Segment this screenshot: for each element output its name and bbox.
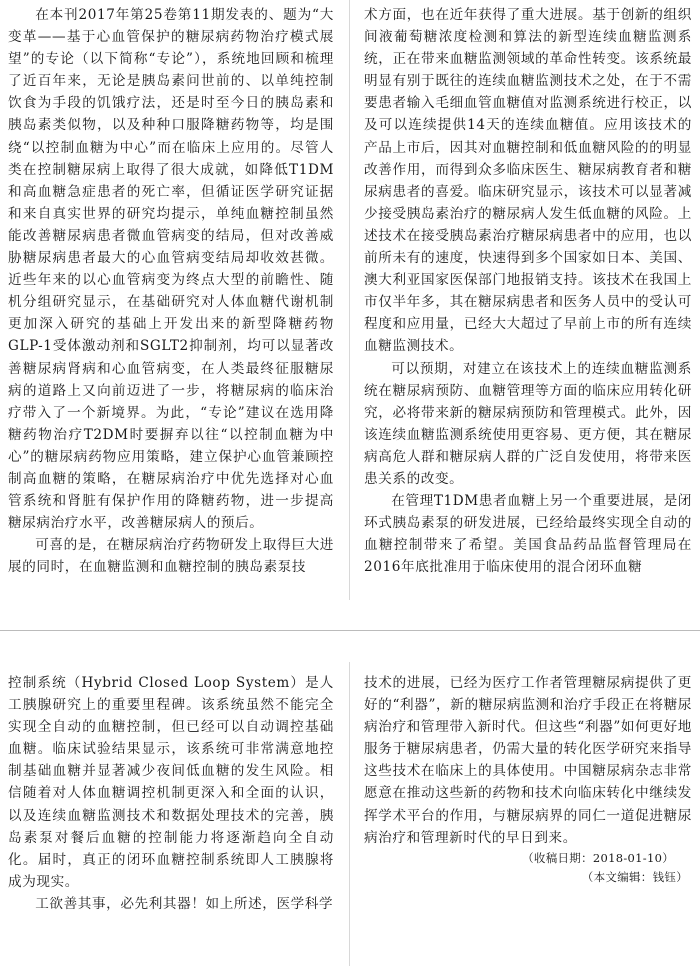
section-divider: [0, 630, 700, 631]
paragraph: 技术的进展，已经为医疗工作者管理糖尿病提供了更好的“利器”，新的糖尿病监测和治疗手段正在将糖尿病治疗和管理带入新时代。但这些“利器”如何更好地服务于糖尿病患者，仍需大量的转化医学研究来指导这些技术在临床上的具体使用。中国糖尿病杂志非常愿意在推动这些新的药物和技术向临床转化中继续发挥学术平台的作用，与糖尿病界的同仁一道促进糖尿病治疗和管理新时代的早日到来。: [364, 675, 692, 846]
column-bottom-left: [8, 672, 334, 915]
editor-credit: （本文编辑：钱钰）: [581, 869, 688, 884]
paragraph: 工欲善其事，必先利其器！如上所述，医学科学: [35, 895, 334, 912]
paragraph: 在本刊2017年第25卷第11期发表的、题为“大变革——基于心血管保护的糖尿病药物治疗模式展望”的专论（以下简称“专论”），系统地回顾和梳理了近百年来，无论是胰岛素问世前的、以单纯控制饮食为手段的饥饿疗法，还是时至今日的胰岛素和胰岛素类似物，以及种种口服降糖药物等，均是围绕“以控制血糖为中心”而在临床上应用的。尽管人类在控制糖尿病上取得了很大成就，如降低T1DM和高血糖急症患者的死亡率，但循证医学研究证据和来自真实世界的研究均提示，单纯血糖控制虽然能改善糖尿病患者微血管病变的结局，但对改善威胁糖尿病患者最大的心血管病变结局却收效甚微。近些年来的以心血管病变为终点大型的前瞻性、随机分组研究显示，在基础研究对人体血糖代谢机制更加深入研究的基础上开发出来的新型降糖药物GLP-1受体激动剂和SGLT2抑制剂，均可以显著改善糖尿病肾病和心血管病变，在人类最终征服糖尿病的道路上又向前迈进了一步，将糖尿病的临床治疗带入了一个新境界。为此，“专论”建议在选用降糖药物治疗T2DM时要摒弃以往“以控制血糖为中心”的糖尿病药物应用策略，建立保护心血管兼顾控制高血糖的策略，在糖尿病治疗中优先选择对心血管系统和肾脏有保护作用的降糖药物，进一步提高糖尿病治疗水平，改善糖尿病人的预后。: [8, 7, 334, 532]
column-gutter-top: [349, 0, 350, 600]
paragraph: 控制系统（Hybrid Closed Loop System）是人工胰腺研究上的重要里程碑。该系统虽然不能完全实现全自动的血糖控制，但已经可以自动调控基础血糖。临床试验结果显示，该系统可非常满意地控制基础血糖并显著减少夜间低血糖的发生风险。相信随着对人体血糖调控机制更深入和全面的认识，以及连续血糖监测技术和数据处理技术的完善，胰岛素泵对餐后血糖的控制能力将逐渐趋向全自动化。届时，真正的闭环血糖控制系统即人工胰腺将成为现实。: [8, 675, 334, 890]
column-top-left: [8, 4, 334, 578]
paragraph: 在管理T1DM患者血糖上另一个重要进展，是闭环式胰岛素泵的研发进展，已经给最终实现全自动的血糖控制带来了希望。美国食品药品监督管理局在2016年底批准用于临床使用的混合闭环血糖: [364, 493, 692, 576]
paragraph: 可以预期，对建立在该技术上的连续血糖监测系统在糖尿病预防、血糖管理等方面的临床应用转化研究，必将带来新的糖尿病预防和管理模式。此外，因该连续血糖监测系统使用更容易、更方便，其在糖尿病高危人群和糖尿病人群的广泛自发使用，将带来医患关系的改变。: [364, 360, 692, 487]
column-bottom-right: [364, 672, 692, 887]
column-gutter-bottom: [349, 662, 350, 966]
paragraph: 可喜的是，在糖尿病治疗药物研发上取得巨大进展的同时，在血糖监测和血糖控制的胰岛素泵技: [8, 537, 334, 576]
paragraph: 术方面，也在近年获得了重大进展。基于创新的组织间液葡萄糖浓度检测和算法的新型连续血糖监测系统，正在带来血糖监测领域的革命性转变。该系统最明显有别于既往的连续血糖监测技术之处，在于不需要患者输入毛细血管血糖值对监测系统进行校正，以及可以连续提供14天的连续血糖值。应用该技术的产品上市后，因其对血糖控制和低血糖风险的的明显改善作用，而得到众多临床医生、糖尿病教育者和糖尿病患者的喜爱。临床研究显示，该技术可以显著减少接受胰岛素治疗的糖尿病人发生低血糖的风险。上述技术在接受胰岛素治疗糖尿病患者中的应用，也以前所未有的速度，快速得到多个国家如日本、美国、澳大利亚国家医保部门地报销支持。该技术在我国上市仅半年多，其在糖尿病患者和医务人员中的受认可程度和应用量，已经大大超过了早前上市的所有连续血糖监测技术。: [364, 7, 692, 355]
received-date: （收稿日期：2018-01-10）: [522, 850, 674, 865]
column-top-right: [364, 4, 692, 578]
